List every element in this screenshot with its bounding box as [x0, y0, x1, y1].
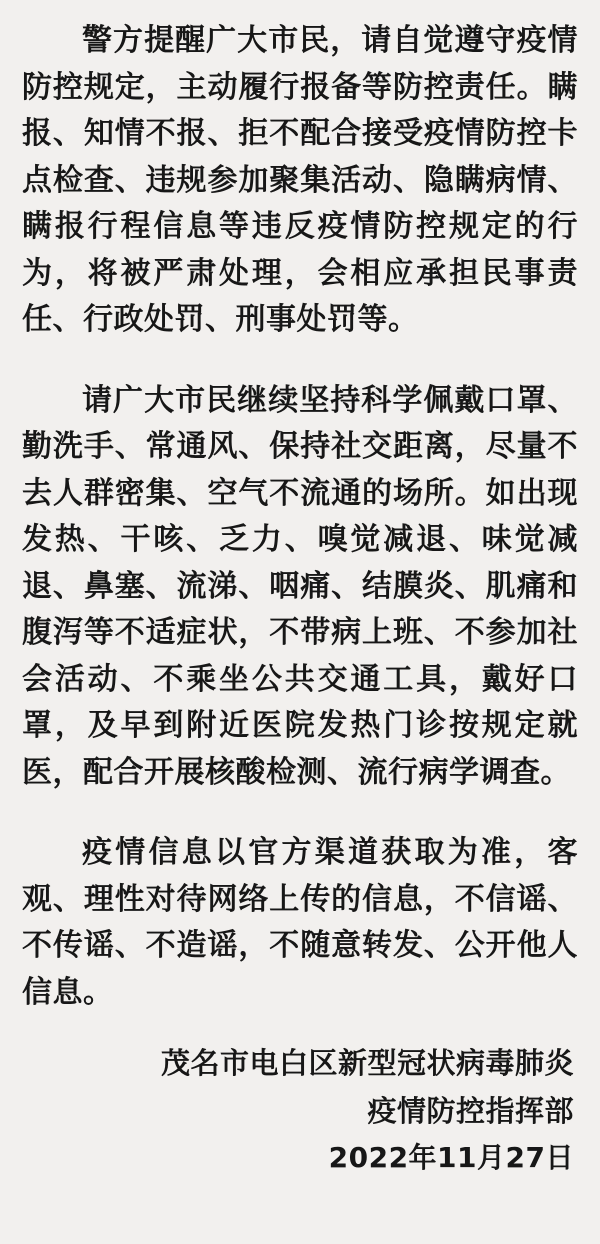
document-body	[22, 18, 578, 1016]
signature-organization-line-1: 茂名市电白区新型冠状病毒肺炎	[160, 1046, 574, 1080]
paragraph-1: 警方提醒广大市民，请自觉遵守疫情防控规定，主动履行报备等防控责任。瞒报、知情不报、拒不配合接受疫情防控卡点检查、违规参加聚集活动、隐瞒病情、瞒报行程信息等违反疫情防控规定的行为，将被严肃处理，会相应承担民事责任、行政处罚、刑事处罚等。	[22, 23, 578, 337]
signature-organization-line-2: 疫情防控指挥部	[367, 1093, 574, 1128]
document-signature	[22, 1042, 578, 1183]
paragraph-2: 请广大市民继续坚持科学佩戴口罩、勤洗手、常通风、保持社交距离，尽量不去人群密集、空气不流通的场所。如出现发热、干咳、乏力、嗅觉减退、味觉减退、鼻塞、流涕、咽痛、结膜炎、肌痛和腹泻等不适症状，不带病上班、不参加社会活动、不乘坐公共交通工具，戴好口罩，及早到附近医院发热门诊按规定就医，配合开展核酸检测、流行病学调查。	[22, 382, 578, 790]
signature-date: 2022年11月27日	[328, 1141, 574, 1174]
paragraph-3: 疫情信息以官方渠道获取为准，客观、理性对待网络上传的信息，不信谣、不传谣、不造谣，不随意转发、公开他人信息。	[22, 835, 578, 1010]
